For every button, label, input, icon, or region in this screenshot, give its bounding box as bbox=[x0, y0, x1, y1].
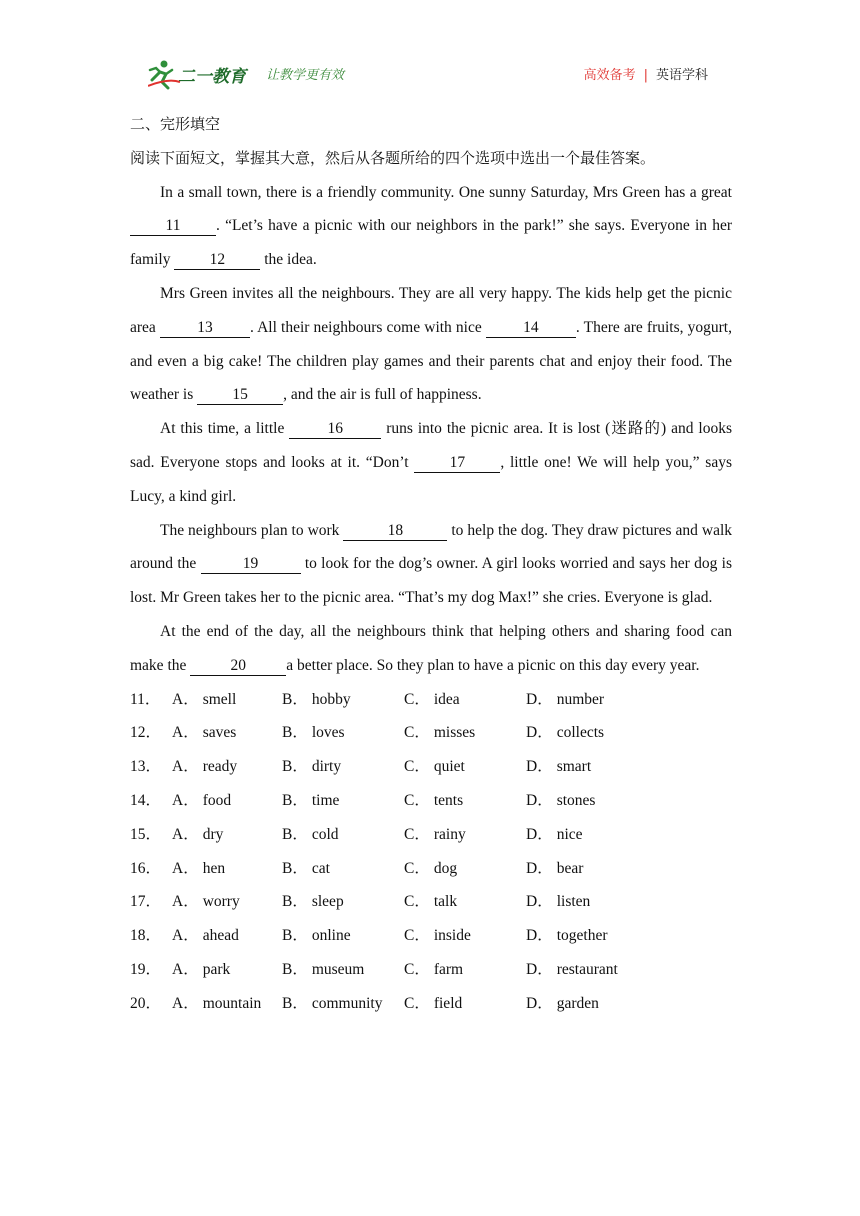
blank-19: 19 bbox=[201, 555, 301, 574]
blank-14: 14 bbox=[486, 319, 576, 338]
question-number: 19． bbox=[130, 960, 162, 978]
svg-text:二一教育: 二一教育 bbox=[178, 67, 246, 87]
option-letter: C． bbox=[404, 758, 430, 776]
question-row bbox=[130, 852, 732, 886]
option-text: tents bbox=[433, 791, 464, 809]
passage-text: to look for the dog’s owner. A girl looks worried and says her dog is lost. Mr Green takes her to the picnic area. “That’s my dog Max!” she cries. Everyone is glad. bbox=[130, 555, 732, 607]
option-d bbox=[526, 852, 646, 886]
option-letter: B． bbox=[282, 893, 308, 911]
option-c bbox=[404, 683, 526, 717]
subject-tag: 英语学科 bbox=[655, 68, 708, 83]
option-b bbox=[282, 818, 404, 852]
option-text: talk bbox=[433, 893, 458, 911]
option-letter: A． bbox=[172, 791, 199, 809]
option-b bbox=[282, 784, 404, 818]
passage bbox=[130, 176, 732, 683]
question-number: 12． bbox=[130, 724, 162, 742]
blank-18: 18 bbox=[343, 522, 447, 541]
option-letter: C． bbox=[404, 859, 430, 877]
option-text: sleep bbox=[311, 893, 344, 911]
option-text: mountain bbox=[202, 994, 262, 1012]
option-text: field bbox=[433, 994, 463, 1012]
page-header bbox=[148, 58, 708, 92]
option-letter: A． bbox=[172, 960, 199, 978]
option-a bbox=[172, 852, 282, 886]
question-row bbox=[130, 716, 732, 750]
option-b bbox=[282, 716, 404, 750]
option-c bbox=[404, 818, 526, 852]
option-letter: D． bbox=[526, 893, 553, 911]
option-letter: B． bbox=[282, 791, 308, 809]
option-text: cat bbox=[311, 859, 330, 877]
question-number: 16． bbox=[130, 859, 162, 877]
option-letter: D． bbox=[526, 994, 553, 1012]
option-b bbox=[282, 750, 404, 784]
option-letter: B． bbox=[282, 690, 308, 708]
instruction: 阅读下面短文，掌握其大意，然后从各题所给的四个选项中选出一个最佳答案。 bbox=[130, 148, 656, 167]
option-c bbox=[404, 953, 526, 987]
option-d bbox=[526, 683, 646, 717]
option-text: community bbox=[311, 994, 383, 1012]
passage-paragraph bbox=[130, 514, 732, 615]
option-text: collects bbox=[556, 724, 605, 742]
option-a bbox=[172, 784, 282, 818]
passage-paragraph bbox=[130, 176, 732, 277]
question-row bbox=[130, 818, 732, 852]
option-letter: B． bbox=[282, 960, 308, 978]
option-letter: A． bbox=[172, 690, 199, 708]
option-c bbox=[404, 784, 526, 818]
option-letter: D． bbox=[526, 724, 553, 742]
question-number: 11． bbox=[130, 690, 161, 708]
option-text: stones bbox=[556, 791, 596, 809]
option-letter: A． bbox=[172, 994, 199, 1012]
option-text: number bbox=[556, 690, 605, 708]
passage-text: Mrs Green invites all the neighbours. They are all very happy. The kids help get the picnic area bbox=[130, 284, 732, 336]
option-b bbox=[282, 953, 404, 987]
option-a bbox=[172, 750, 282, 784]
passage-paragraph bbox=[130, 615, 732, 683]
option-text: ahead bbox=[202, 927, 239, 945]
option-text: dry bbox=[202, 825, 224, 843]
option-text: cold bbox=[311, 825, 339, 843]
option-a bbox=[172, 953, 282, 987]
option-c bbox=[404, 750, 526, 784]
logo bbox=[148, 58, 258, 90]
option-letter: A． bbox=[172, 893, 199, 911]
blank-11: 11 bbox=[130, 217, 216, 236]
separator: | bbox=[643, 68, 648, 83]
option-text: idea bbox=[433, 690, 460, 708]
passage-paragraph bbox=[130, 277, 732, 412]
option-b bbox=[282, 885, 404, 919]
option-letter: C． bbox=[404, 994, 430, 1012]
question-row bbox=[130, 987, 732, 1021]
runner-logo-icon bbox=[148, 58, 258, 90]
option-d bbox=[526, 987, 646, 1021]
option-letter: D． bbox=[526, 960, 553, 978]
option-a bbox=[172, 885, 282, 919]
header-tags bbox=[584, 64, 708, 83]
blank-16: 16 bbox=[289, 420, 381, 439]
option-text: worry bbox=[202, 893, 240, 911]
blank-17: 17 bbox=[414, 454, 500, 473]
option-a bbox=[172, 919, 282, 953]
option-text: garden bbox=[556, 994, 599, 1012]
option-letter: D． bbox=[526, 791, 553, 809]
blank-13: 13 bbox=[160, 319, 250, 338]
option-d bbox=[526, 953, 646, 987]
question-number: 20． bbox=[130, 994, 162, 1012]
option-a bbox=[172, 716, 282, 750]
option-a bbox=[172, 683, 282, 717]
section-title: 二、完形填空 bbox=[130, 115, 221, 133]
option-text: bear bbox=[556, 859, 584, 877]
option-letter: A． bbox=[172, 758, 199, 776]
option-text: hobby bbox=[311, 690, 351, 708]
passage-text: At this time, a little bbox=[160, 420, 290, 438]
option-text: quiet bbox=[433, 758, 465, 776]
exam-tag: 高效备考 bbox=[583, 68, 636, 83]
option-letter: C． bbox=[404, 791, 430, 809]
option-letter: A． bbox=[172, 859, 199, 877]
option-letter: D． bbox=[526, 690, 553, 708]
question-row bbox=[130, 750, 732, 784]
option-text: dog bbox=[433, 859, 458, 877]
option-a bbox=[172, 818, 282, 852]
option-c bbox=[404, 716, 526, 750]
passage-text: The neighbours plan to work bbox=[160, 521, 344, 539]
option-text: food bbox=[202, 791, 232, 809]
question-row bbox=[130, 953, 732, 987]
option-letter: B． bbox=[282, 825, 308, 843]
option-text: ready bbox=[202, 758, 238, 776]
passage-text: . “Let’s have a picnic with our neighbors in the park!” she says. Everyone in her family bbox=[130, 217, 732, 269]
passage-text: . All their neighbours come with nice bbox=[249, 318, 486, 336]
option-d bbox=[526, 818, 646, 852]
option-d bbox=[526, 919, 646, 953]
option-letter: B． bbox=[282, 859, 308, 877]
option-text: smell bbox=[202, 690, 237, 708]
passage-text: a better place. So they plan to have a picnic on this day every year. bbox=[286, 656, 700, 674]
option-b bbox=[282, 683, 404, 717]
option-letter: A． bbox=[172, 825, 199, 843]
option-c bbox=[404, 919, 526, 953]
option-text: inside bbox=[433, 927, 471, 945]
slogan: 让教学更有效 bbox=[266, 68, 345, 83]
option-text: nice bbox=[556, 825, 583, 843]
option-d bbox=[526, 885, 646, 919]
option-text: misses bbox=[433, 724, 476, 742]
question-number: 17． bbox=[130, 893, 162, 911]
option-b bbox=[282, 987, 404, 1021]
option-a bbox=[172, 987, 282, 1021]
option-d bbox=[526, 784, 646, 818]
option-d bbox=[526, 750, 646, 784]
option-letter: C． bbox=[404, 690, 430, 708]
option-text: online bbox=[311, 927, 351, 945]
option-letter: C． bbox=[404, 825, 430, 843]
option-letter: A． bbox=[172, 927, 199, 945]
option-text: time bbox=[311, 791, 340, 809]
option-letter: B． bbox=[282, 724, 308, 742]
passage-text: runs into the picnic area. It is lost (迷路的) and looks sad. Everyone stops and looks at it. “Don’t bbox=[130, 420, 732, 471]
question-number: 14． bbox=[130, 791, 162, 809]
option-text: saves bbox=[202, 724, 237, 742]
option-text: together bbox=[556, 927, 608, 945]
passage-text: In a small town, there is a friendly community. One sunny Saturday, Mrs Green has a great bbox=[160, 183, 732, 201]
option-letter: D． bbox=[526, 927, 553, 945]
passage-text: , and the air is full of happiness. bbox=[283, 386, 482, 404]
question-number: 15． bbox=[130, 825, 162, 843]
question-number: 13． bbox=[130, 758, 162, 776]
option-letter: D． bbox=[526, 825, 553, 843]
option-letter: B． bbox=[282, 758, 308, 776]
option-letter: B． bbox=[282, 994, 308, 1012]
option-letter: C． bbox=[404, 927, 430, 945]
option-text: museum bbox=[311, 960, 365, 978]
passage-paragraph bbox=[130, 412, 732, 513]
passage-text: , little one! We will help you,” says Lucy, a kind girl. bbox=[130, 453, 732, 505]
blank-12: 12 bbox=[174, 251, 260, 270]
option-text: loves bbox=[311, 724, 345, 742]
blank-15: 15 bbox=[197, 386, 283, 405]
blank-20: 20 bbox=[190, 657, 286, 676]
option-text: restaurant bbox=[556, 960, 618, 978]
question-row bbox=[130, 919, 732, 953]
passage-text: the idea. bbox=[260, 251, 317, 269]
option-letter: D． bbox=[526, 859, 553, 877]
passage-text: At the end of the day, all the neighbours think that helping others and sharing food can make the bbox=[130, 622, 732, 674]
passage-text: . There are fruits, yogurt, and even a big cake! The children play games and their parents chat and enjoy their food. The weather is bbox=[130, 318, 732, 404]
option-letter: C． bbox=[404, 960, 430, 978]
option-b bbox=[282, 919, 404, 953]
option-text: rainy bbox=[433, 825, 466, 843]
option-letter: C． bbox=[404, 893, 430, 911]
question-row bbox=[130, 885, 732, 919]
option-letter: C． bbox=[404, 724, 430, 742]
option-text: park bbox=[202, 960, 231, 978]
option-d bbox=[526, 716, 646, 750]
option-text: hen bbox=[202, 859, 226, 877]
question-number: 18． bbox=[130, 927, 162, 945]
question-row bbox=[130, 784, 732, 818]
option-text: farm bbox=[433, 960, 464, 978]
option-c bbox=[404, 987, 526, 1021]
options-list bbox=[130, 683, 732, 1021]
option-letter: D． bbox=[526, 758, 553, 776]
passage-text: to help the dog. They draw pictures and walk around the bbox=[130, 521, 733, 573]
option-b bbox=[282, 852, 404, 886]
option-text: listen bbox=[556, 893, 591, 911]
question-row bbox=[130, 683, 732, 717]
option-c bbox=[404, 852, 526, 886]
option-c bbox=[404, 885, 526, 919]
option-text: dirty bbox=[311, 758, 342, 776]
option-letter: A． bbox=[172, 724, 199, 742]
option-letter: B． bbox=[282, 927, 308, 945]
option-text: smart bbox=[556, 758, 592, 776]
document-body bbox=[130, 108, 732, 1021]
